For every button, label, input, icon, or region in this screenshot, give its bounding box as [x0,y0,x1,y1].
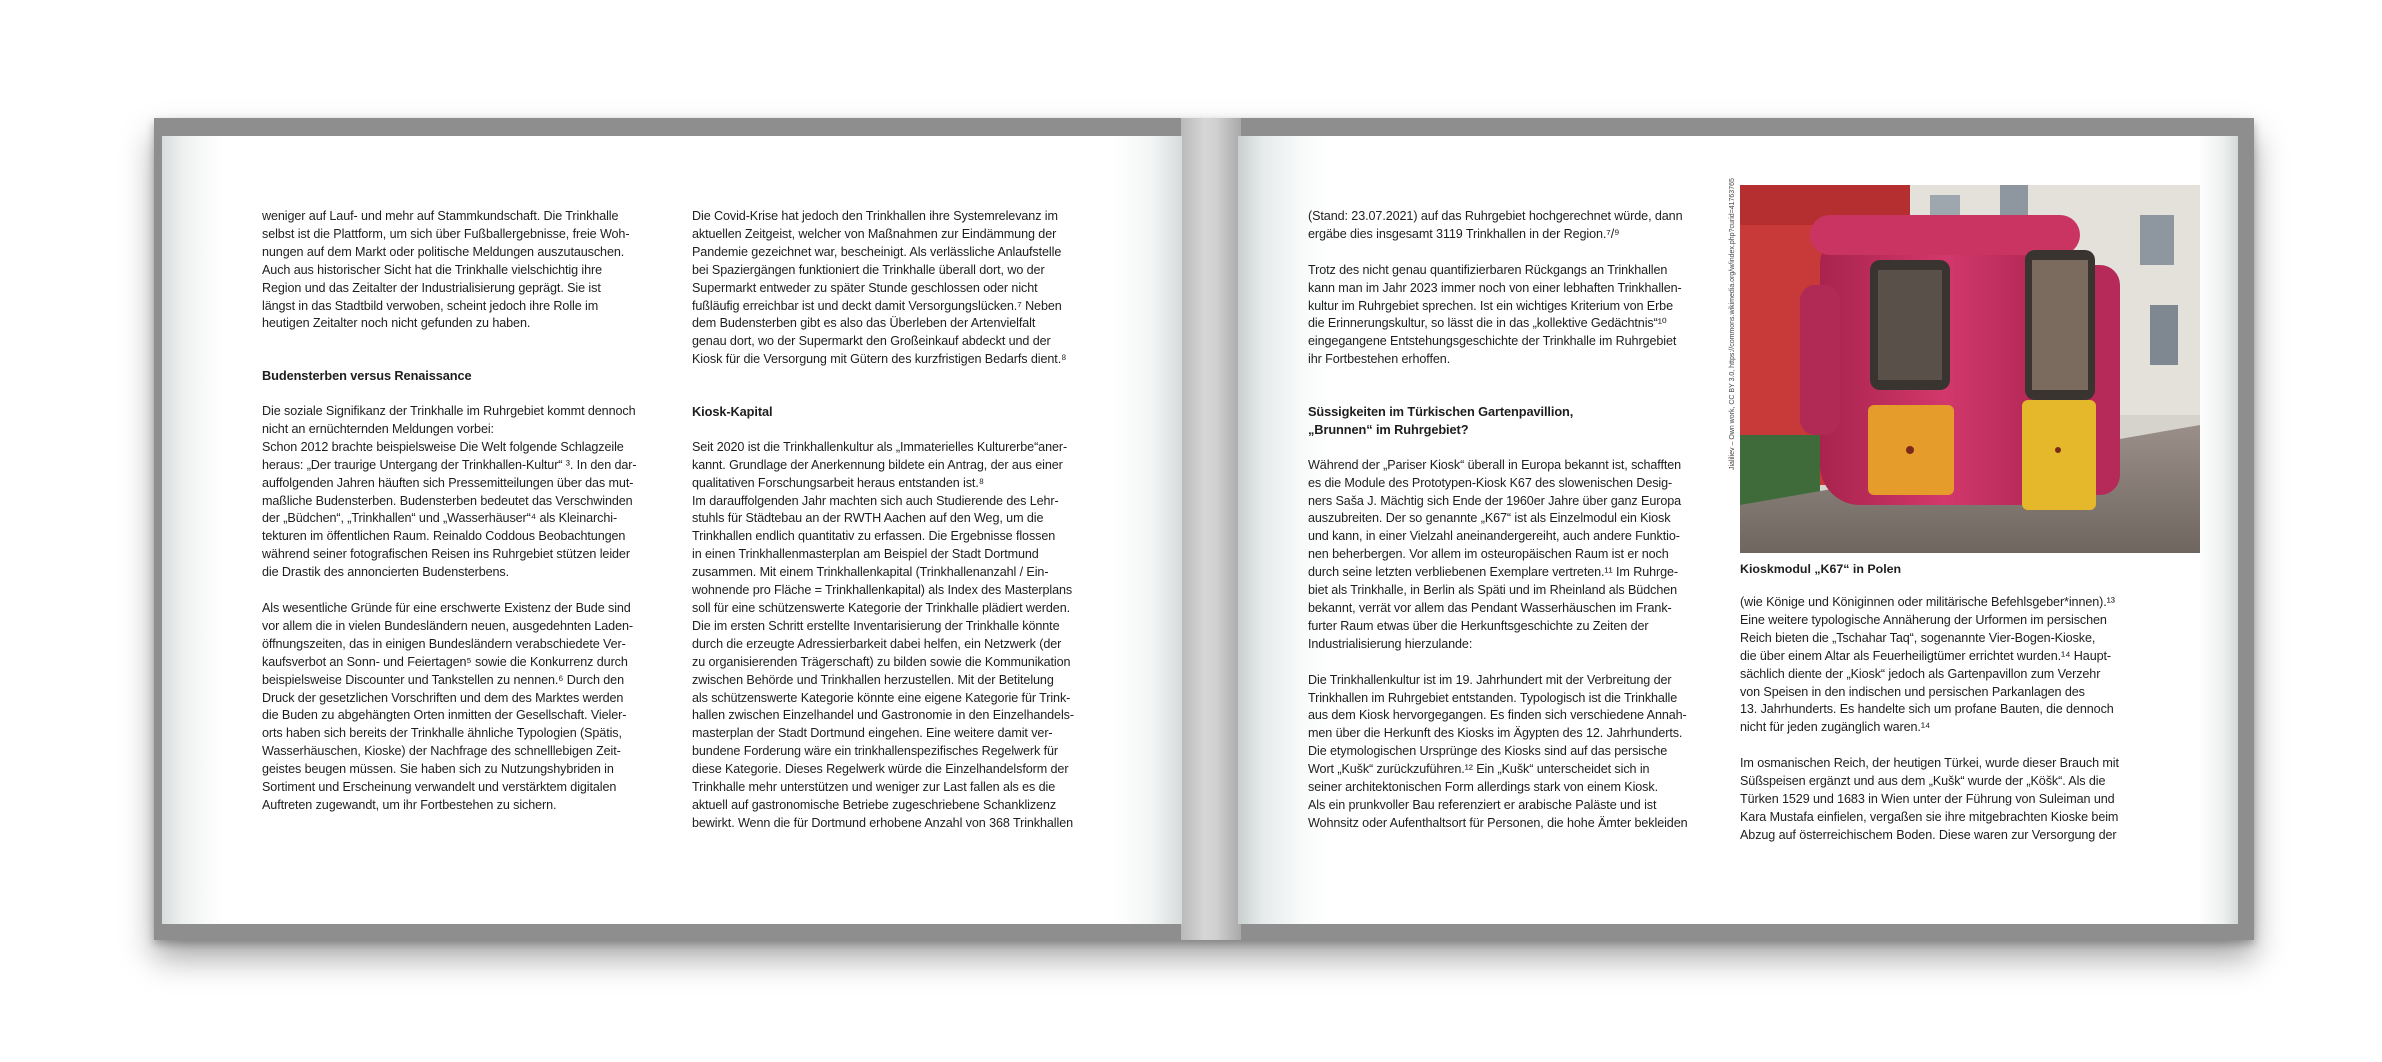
paragraph: Als wesentliche Gründe für eine erschwerte Existenz der Bude sind vor allem die in vielen Bundesländern neuen, ausgedehnten Laden- öffnungszeiten, das in einigen Bundesländern verabschiedete Ver- kaufsverbot an Sonn- und Feiertagen⁵ sowie die Konkurrenz durch beispielsweise Discounter und Tankstellen zu nennen.⁶ Durch den Druck der gesetzlichen Vorschriften und dem des Marktes werden die Buden zu abgehängten Orten inmitten der Gesellschaft. Vieler- orts haben sich bereits der Trinkhalle ähnliche Typologien (Spätis, Wasserhäuschen, Kioske) der Nachfrage des schnelllebigen Zeit- geistes beugen müssen. Sie haben sich zu Nutzungshybriden in Sortiment und Erscheinung verwandelt und verstärktem digitalen Auftreten zugewandt, um ihr Fortbestehen zu sichern. [262,600,633,812]
left-page-column-2 [692,208,1128,851]
paragraph: Die soziale Signifikanz der Trinkhalle im Ruhrgebiet kommt dennoch nicht an ernüchternden Meldungen vorbei: Schon 2012 brachte beispielsweise Die Welt folgende Schlagzeile heraus: „Der traurige Untergang der Trinkhallen-Kultur“ ³. In den dar- auffolgenden Jahren häuften sich Pressemitteilungen über das mut- maßliche Budensterben. Budensterben bedeutet das Verschwinden der „Büdchen“, „Trinkhallen“ und „Wasserhäuser“⁴ als Kleinarchi- tekturen im öffentlichen Raum. Reinaldo Coddous Beobachtungen während seiner fotografischen Reisen ins Ruhrgebiet stützen leider die Drastik des annoncierten Budensterbens. [262,404,637,580]
left-page-column-1 [262,208,682,833]
paragraph: Die Covid-Krise hat jedoch den Trinkhallen ihre Systemrelevanz im aktuellen Zeitgeist, welcher von Maßnahmen zur Eindämmung der Pandemie gezeichnet war, bescheinigt. Als verlässliche Anlaufstelle bei Spaziergängen funktioniert die Trinkhalle überall dort, wo der Supermarkt entweder zu später Stunde geschlossen oder nicht fußläufig erreichbar ist und deckt damit Versorgungslücken.⁷ Neben dem Budensterben gibt es also das Überleben der Artenvielfalt genau dort, wo der Supermarkt den Großeinkauf abdeckt und der Kiosk für die Versorgung mit Gütern des kurzfristigen Bedarfs dient.⁸ [692,209,1067,367]
paragraph: (Stand: 23.07.2021) auf das Ruhrgebiet hochgerechnet würde, dann ergäbe dies insgesamt 3119 Trinkhallen in der Region.⁷/⁹ [1308,209,1683,241]
paragraph: Seit 2020 ist die Trinkhallenkultur als „Immaterielles Kulturerbe“aner- kannt. Grundlage der Anerkennung bildete ein Antrag, der aus einer qualitativen Forschungsarbeit heraus entstanden ist.⁸ Im darauffolgenden Jahr machten sich auch Studierende des Lehr- stuhls für Städtebau an der RWTH Aachen auf den Weg, um die Trinkhallen endlich quantitativ zu erfassen. Die Ergebnisse flossen in einen Trinkhallenmasterplan am Beispiel der Stadt Dortmund zusammen. Mit einem Trinkhallenkapital (Trinkhallenanzahl / Ein- wohnende pro Fläche = Trinkhallenkapital) als Index des Masterplans soll für eine schützenswerte Kategorie der Trinkhalle plädiert werden. Die im ersten Schritt erstellte Inventarisierung der Trinkhalle könnte durch die erzeugte Adressierbarkeit dabei helfen, ein Netzwerk (der zu organisierenden Trägerschaft) zu bilden sowie die Kommunikation zwischen Behörde und Trinkhallen herzustellen. Mit der Betitelung als schützenswerte Kategorie könnte eine eigene Kategorie für Trink- hallen zwischen Einzelhandel und Gastronomie in den Einzelhandels- masterplan der Stadt Dortmund eingehen. Eine weitere damit ver- bundene Forderung wäre ein trinkhallenspezifisches Regelwerk für diese Kategorie. Dieses Regelwerk würde die Einzelhandelsform der Trinkhalle mehr unterstützen und weniger zur Last fallen als es die aktuell auf gastronomische Betriebe zugeschriebene Schanklizenz bewirkt. Wenn die für Dortmund erhobene Anzahl von 368 Trinkhallen [692,439,1074,830]
right-page-column-1 [1308,208,1728,851]
section-heading: Budensterben versus Renaissance [262,368,472,384]
paragraph: Während der „Pariser Kiosk“ überall in Europa bekannt ist, schafften es die Module des Prototypen-Kiosk K67 des slowenischen Desig- ners Saša J. Mächtig sich Ende der 1960er Jahre über ganz Europa auszubreiten. Der so genannte „K67“ ist als Einzelmodul ein Kiosk und kann, in einer Vielzahl aneinandergereiht, auch andere Funktio- nen beherbergen. Vor allem im osteuropäischen Raum ist er noch durch seine letzten verbliebenen Exemplare vertreten.¹¹ Im Ruhrge- biet als Trinkhalle, in Berlin als Späti und im Rheinland als Büdchen bekannt, verrät vor allem das Pendant Wasserhäuschen im Frank- furter Raum etwas über die Herkunftsgeschichte zu Zeiten der Industrialisierung hierzulande: [1308,457,1682,651]
book-spine [1181,118,1241,940]
right-page-column-2 [1740,594,2200,863]
section-heading: Süssigkeiten im Türkischen Gartenpavillion, „Brunnen“ im Ruhrgebiet? [1308,404,1574,437]
paragraph: weniger auf Lauf- und mehr auf Stammkundschaft. Die Trinkhalle selbst ist die Plattform, um sich über Fußballergebnisse, freie Woh- nungen auf dem Markt oder politische Meldungen auszutauschen. Auch aus historischer Sicht hat die Trinkhalle vielschichtig ihre Region und das Zeitalter der Industrialisierung geprägt. Sie ist längst in das Stadtbild verwoben, scheint jedoch ihre Rolle im heutigen Zeitalter noch nicht gefunden zu haben. [262,209,630,331]
paragraph: (wie Könige und Königinnen oder militärische Befehlsgeber*innen).¹³ Eine weitere typologische Annäherung der Urformen im persischen Reich bieten die „Tschahar Taq“, sogenannte Vier-Bogen-Kioske, die über einem Altar als Feuerheiligtümer errichtet wurden.¹⁴ Haupt- sächlich diente der „Kiosk“ jedoch als Gartenpavillon zum Verzehr von Speisen in den indischen und persischen Parkanlagen des 13. Jahrhunderts. Es handelte sich um profane Bauten, die dennoch nicht für jeden zugänglich waren.¹⁴ [1740,595,2115,735]
kiosk-photo [1740,185,2200,553]
section-heading: Kiosk-Kapital [692,404,773,420]
photo-credit: Jialiliev – Own work, CC BY 3.0, https://commons.wikimedia.org/w/index.php?curid=41763765 [1729,178,1736,470]
paragraph: Im osmanischen Reich, der heutigen Türkei, wurde dieser Brauch mit Süßspeisen ergänzt und aus dem „Kušk“ wurde der „Köšk“. Als die Türken 1529 und 1683 in Wien unter der Führung von Suleiman und Kara Mustafa einfielen, vergaßen sie ihre mitgebrachten Kioske beim Abzug auf österreichischem Boden. Diese waren zur Versorgung der [1740,756,2119,842]
paragraph: Trotz des nicht genau quantifizierbaren Rückgangs an Trinkhallen kann man im Jahr 2023 immer noch von einer lebhaften Trinkhallen- kultur im Ruhrgebiet sprechen. Ist ein wichtiges Kriterium von Erbe die Erinnerungskultur, so lässt die in das „kollektive Gedächtnis“¹⁰ eingegangene Entstehungsgeschichte der Trinkhalle im Ruhrgebiet ihr Fortbestehen erhoffen. [1308,262,1682,367]
paragraph: Die Trinkhallenkultur ist im 19. Jahrhundert mit der Verbreitung der Trinkhallen im Ruhrgebiet entstanden. Typologisch ist die Trinkhalle aus dem Kiosk hervorgegangen. Es finden sich verschiedene Annah- men über die Herkunft des Kiosks im Ägypten des 12. Jahrhunderts. Die etymologischen Ursprünge des Kiosks sind auf das persische Wort „Kušk“ zurückzuführen.¹² Ein „Kušk“ unterscheidet sich in seiner architektonischen Form allerdings stark von einem Kiosk. Als ein prunkvoller Bau referenziert er arabische Paläste und ist Wohnsitz oder Aufenthaltsort für Personen, die hohe Ämter bekleiden [1308,672,1688,830]
photo-caption: Kioskmodul „K67“ in Polen [1740,562,1902,576]
